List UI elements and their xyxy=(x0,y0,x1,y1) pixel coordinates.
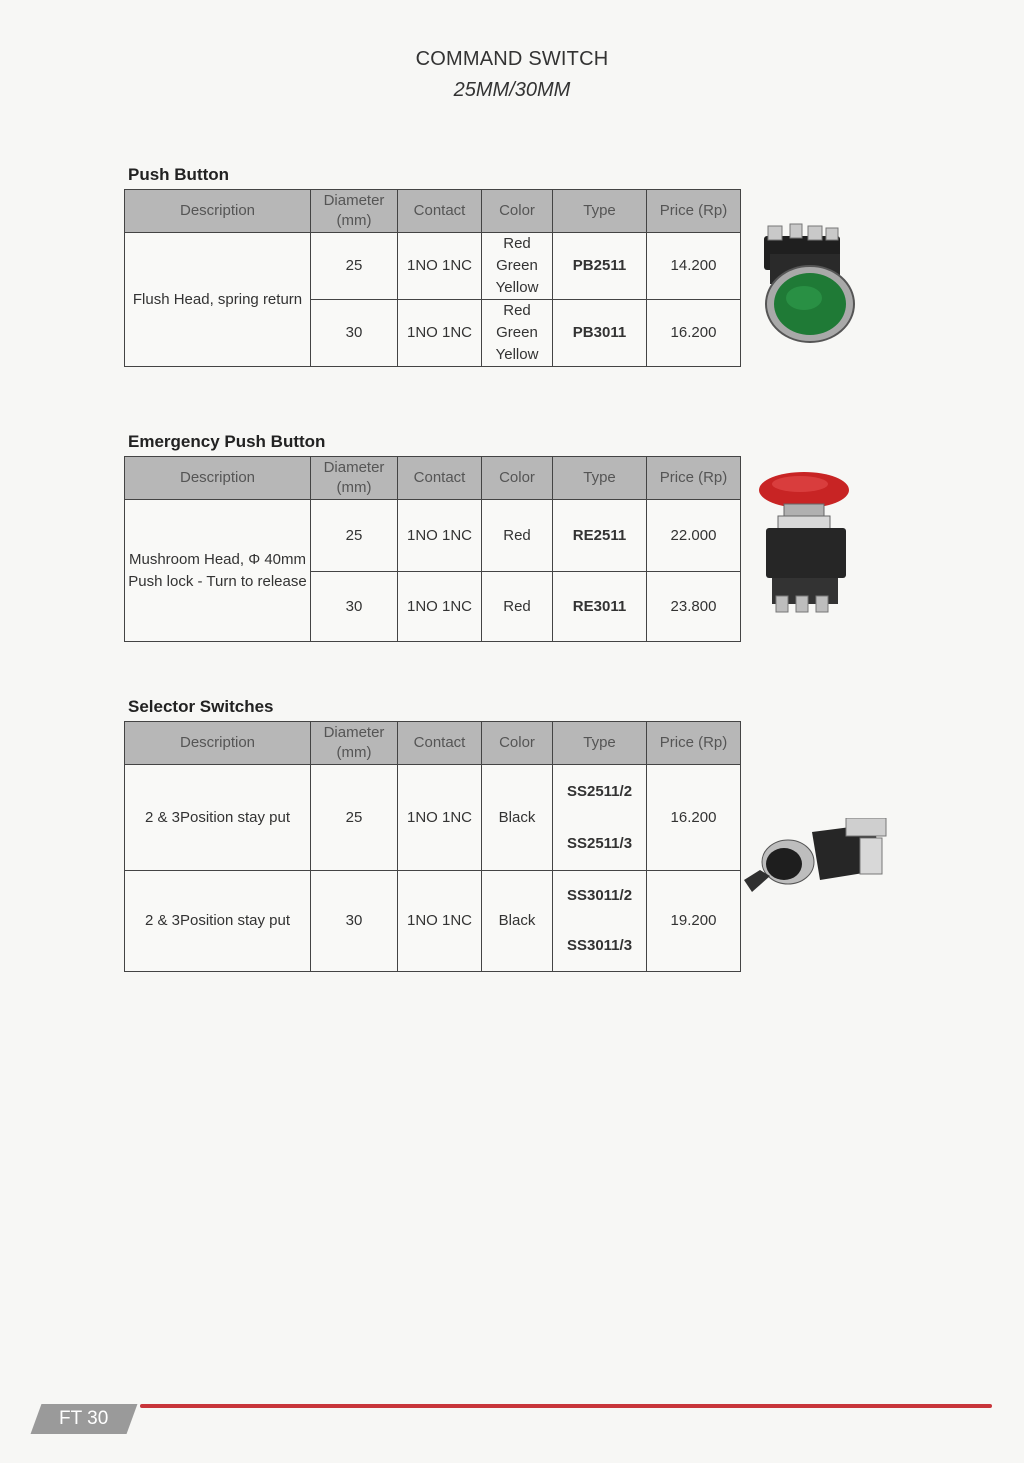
header-diameter: Diameter (mm) xyxy=(311,722,398,765)
type-cell xyxy=(553,765,647,871)
diameter-cell: 30 xyxy=(311,572,398,642)
header-color: Color xyxy=(482,457,553,500)
green-flush-push-button-icon xyxy=(752,214,862,344)
color-value: Red xyxy=(503,302,531,319)
type-cell: PB3011 xyxy=(553,300,647,367)
header-type: Type xyxy=(553,190,647,233)
contact-cell: 1NO 1NC xyxy=(398,233,482,300)
section-title-emergency-push-button: Emergency Push Button xyxy=(128,432,326,451)
page-number-label: FT 30 xyxy=(59,1408,109,1429)
color-cell: Red xyxy=(482,500,553,572)
contact-cell: 1NO 1NC xyxy=(398,500,482,572)
description-cell: 2 & 3Position stay put xyxy=(125,765,311,871)
color-cell: Black xyxy=(482,871,553,972)
contact-cell: 1NO 1NC xyxy=(398,765,482,871)
color-cell: Red xyxy=(482,572,553,642)
contact-cell: 1NO 1NC xyxy=(398,572,482,642)
description-cell: 2 & 3Position stay put xyxy=(125,871,311,972)
type-cell: PB2511 xyxy=(553,233,647,300)
footer-divider xyxy=(140,1404,992,1408)
red-mushroom-emergency-button-icon xyxy=(752,468,862,620)
contact-cell: 1NO 1NC xyxy=(398,871,482,972)
diameter-cell: 25 xyxy=(311,765,398,871)
section-title-push-button: Push Button xyxy=(128,165,230,184)
price-cell: 22.000 xyxy=(647,500,741,572)
price-cell: 16.200 xyxy=(647,765,741,871)
table-row xyxy=(125,500,741,572)
header-type: Type xyxy=(553,722,647,765)
type-value: SS2511/2 xyxy=(566,782,633,800)
type-value: SS2511/3 xyxy=(566,834,633,852)
header-type: Type xyxy=(553,457,647,500)
color-cell xyxy=(482,300,553,367)
header-price: Price (Rp) xyxy=(647,457,741,500)
price-cell: 19.200 xyxy=(647,871,741,972)
color-value: Green xyxy=(496,324,538,341)
header-color: Color xyxy=(482,722,553,765)
push-button-table xyxy=(124,189,741,367)
contact-cell: 1NO 1NC xyxy=(398,300,482,367)
table-row xyxy=(125,871,741,972)
table-header-row xyxy=(125,722,741,765)
table-header-row xyxy=(125,457,741,500)
type-value: SS3011/2 xyxy=(566,887,633,904)
color-value: Red xyxy=(503,235,531,252)
table-row xyxy=(125,765,741,871)
diameter-cell: 25 xyxy=(311,500,398,572)
header-contact: Contact xyxy=(398,457,482,500)
header-contact: Contact xyxy=(398,190,482,233)
color-cell: Black xyxy=(482,765,553,871)
diameter-cell: 30 xyxy=(311,300,398,367)
page-subtitle: 25MM/30MM xyxy=(453,79,571,101)
header-color: Color xyxy=(482,190,553,233)
diameter-cell: 25 xyxy=(311,233,398,300)
color-value: Green xyxy=(496,257,538,274)
page-title: COMMAND SWITCH xyxy=(415,48,609,70)
header-description: Description xyxy=(125,190,311,233)
diameter-cell: 30 xyxy=(311,871,398,972)
selector-switches-table xyxy=(124,721,741,972)
header-diameter: Diameter (mm) xyxy=(311,190,398,233)
color-value: Yellow xyxy=(495,346,539,363)
type-cell: RE3011 xyxy=(553,572,647,642)
section-title-selector-switches: Selector Switches xyxy=(128,697,274,716)
table-header-row xyxy=(125,190,741,233)
header-description: Description xyxy=(125,457,311,500)
type-cell: RE2511 xyxy=(553,500,647,572)
header-description: Description xyxy=(125,722,311,765)
black-selector-switch-icon xyxy=(742,818,898,900)
header-diameter: Diameter (mm) xyxy=(311,457,398,500)
description-cell: Mushroom Head, Φ 40mm Push lock - Turn to release xyxy=(125,500,311,642)
table-row xyxy=(125,233,741,300)
price-cell: 16.200 xyxy=(647,300,741,367)
header-price: Price (Rp) xyxy=(647,190,741,233)
header-price: Price (Rp) xyxy=(647,722,741,765)
price-cell: 23.800 xyxy=(647,572,741,642)
type-cell xyxy=(553,871,647,972)
color-value: Yellow xyxy=(495,279,539,296)
type-value: SS3011/3 xyxy=(566,937,633,954)
description-cell: Flush Head, spring return xyxy=(125,233,311,367)
color-cell xyxy=(482,233,553,300)
header-contact: Contact xyxy=(398,722,482,765)
emergency-push-button-table xyxy=(124,456,741,642)
price-cell: 14.200 xyxy=(647,233,741,300)
page-number-badge xyxy=(31,1404,138,1434)
